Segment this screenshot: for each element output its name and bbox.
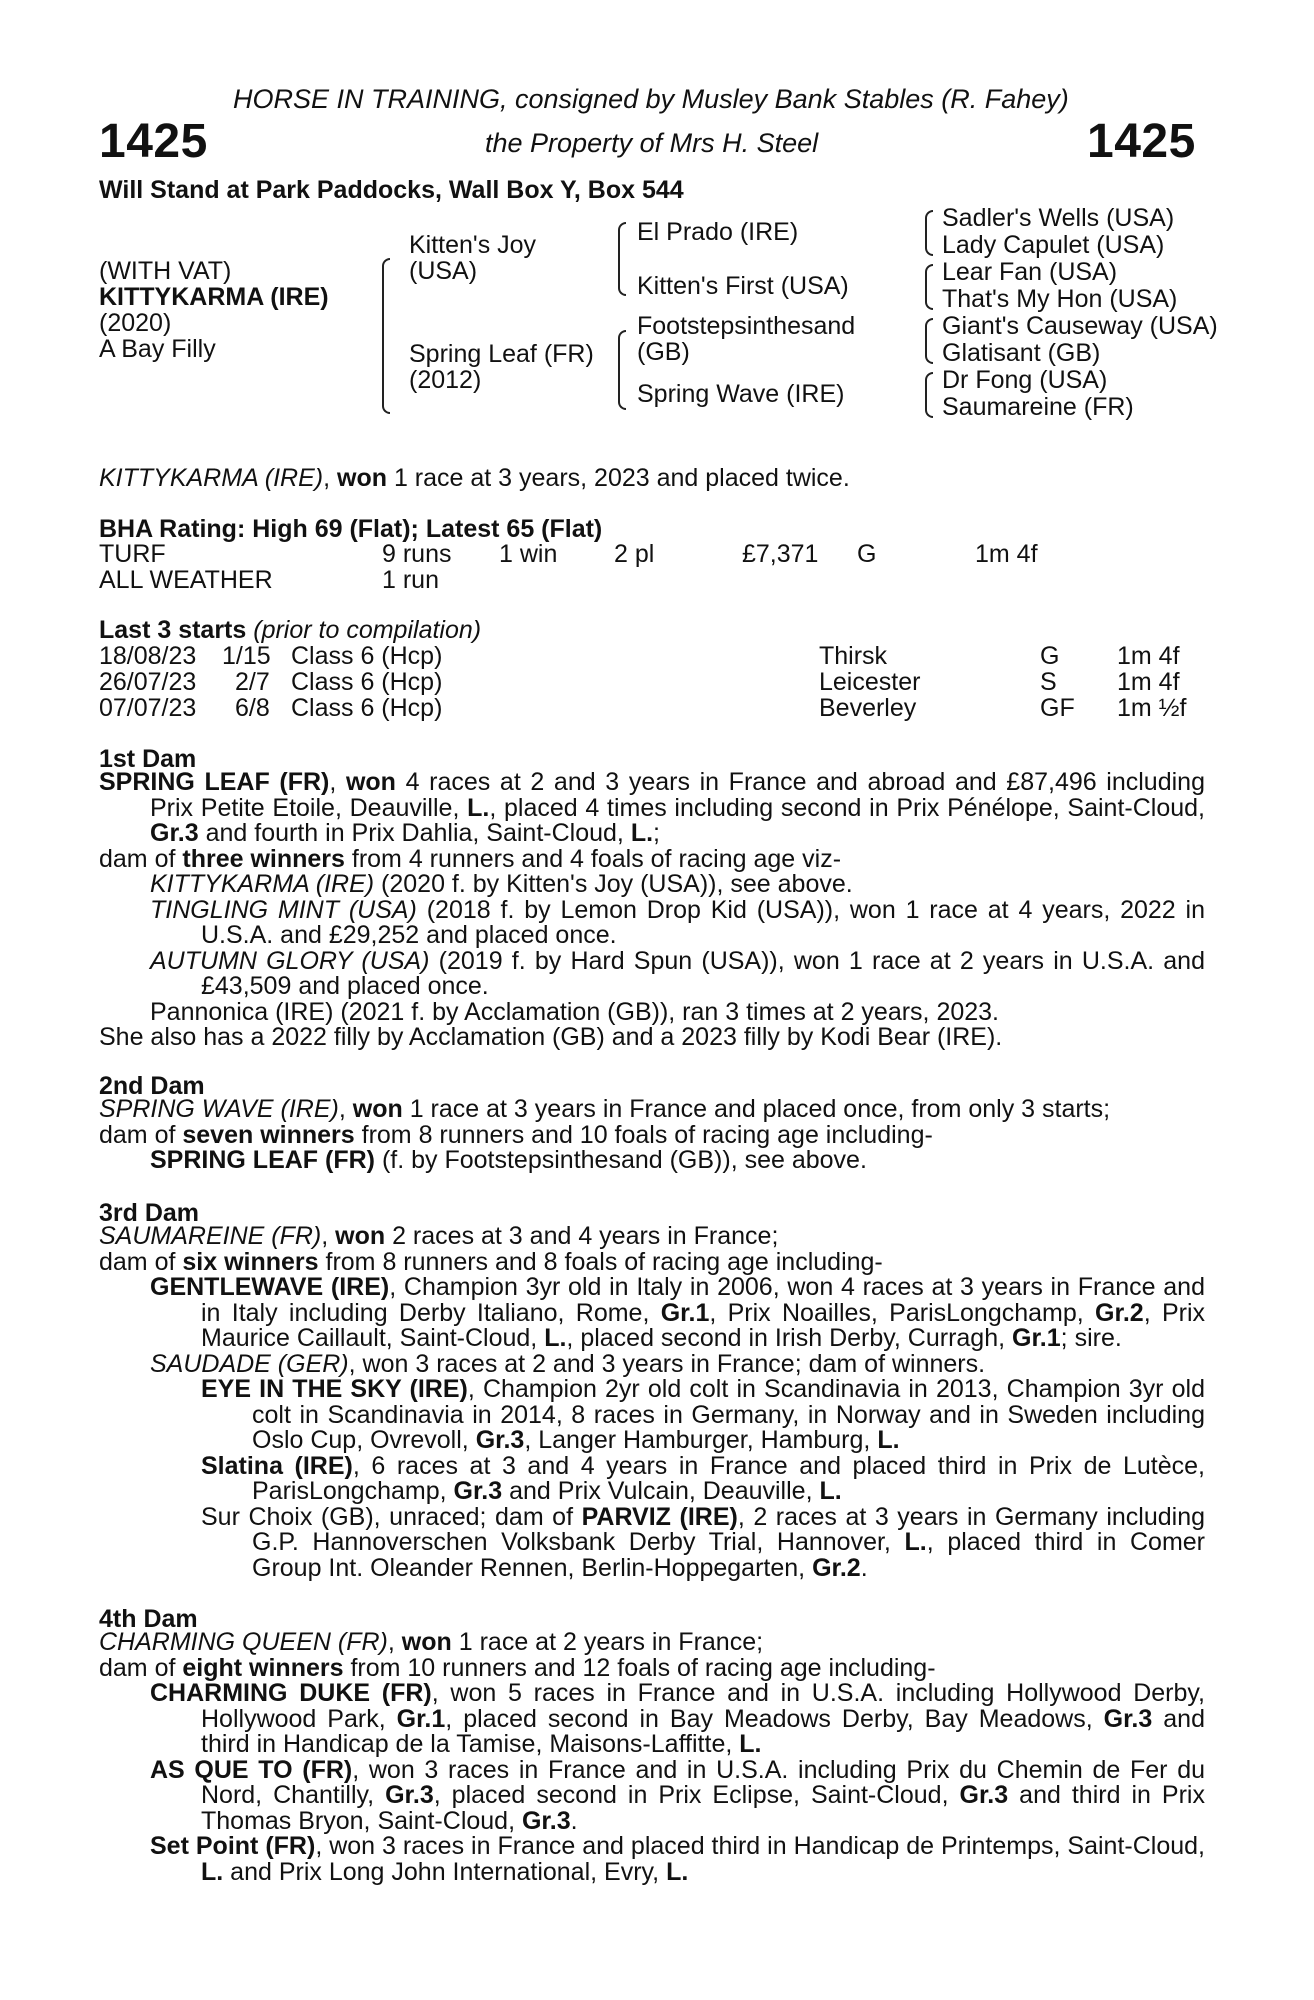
sire-dam: Kitten's First (USA) <box>637 272 849 300</box>
start-3-pos: 6/8 <box>235 694 270 722</box>
start-2-pos: 2/7 <box>235 668 270 696</box>
rating-turf-runs: 9 runs <box>382 540 452 568</box>
great-grandparents <box>942 205 1218 421</box>
start-1-going: G <box>1040 642 1060 670</box>
rating-aw-surface: ALL WEATHER <box>99 566 273 594</box>
start-2-course: Leicester <box>819 668 921 696</box>
rating-aw-runs: 1 run <box>382 566 439 594</box>
pedigree-brace-3c <box>925 318 933 364</box>
rating-turf-dist: 1m 4f <box>975 540 1038 568</box>
summary-rest: 1 race at 3 years, 2023 and placed twice. <box>387 464 850 492</box>
start-1-course: Thirsk <box>819 642 888 670</box>
gg-6: Glatisant (GB) <box>942 339 1101 367</box>
first-dam-heading: 1st Dam <box>99 745 197 773</box>
first-dam-text: SPRING LEAF (FR), won 4 races at 2 and 3 years in France and abroad and £87,496 including Prix Petite Etoile, Deauville, L., placed 4 times including second in Prix Pénélope, Saint-Cloud, Gr.3 and fourth in Prix Dahlia, Saint-Cloud, L.; dam of three winners from 4 runners and 4 foals of racing age viz- KITTYKARMA (IRE) (2020 f. by Kitten's Joy (USA)), see above. TINGLING MINT (USA) (2018 f. by Lemon Drop Kid (USA)), won 1 race at 4 years, 2022 in U.S.A. and £29,252 and placed once. AUTUMN GLORY (USA) (2019 f. by Hard Spun (USA)), won 1 race at 2 years in U.S.A. and £43,509 and placed once. Pannonica (IRE) (2021 f. by Acclamation (GB)), ran 3 times at 2 years, 2023. She also has a 2022 filly by Acclamation (GB) and a 2023 filly by Kodi Bear (IRE). <box>99 768 1206 1051</box>
rating-turf-prize: £7,371 <box>742 540 819 568</box>
gg-2: Lady Capulet (USA) <box>942 231 1165 259</box>
rating-turf-surface: TURF <box>99 540 166 568</box>
sire-origin: (USA) <box>409 257 478 285</box>
start-2-dist: 1m 4f <box>1117 668 1180 696</box>
pedigree-brace-3d <box>925 372 933 418</box>
summary-won: won <box>337 464 387 492</box>
lot-number-right: 1425 <box>1087 115 1196 168</box>
consignment-line: HORSE IN TRAINING, consigned by Musley Bank Stables (R. Fahey) <box>233 84 1069 114</box>
dam-name: Spring Leaf (FR) <box>409 340 594 368</box>
horse-description: A Bay Filly <box>99 335 216 363</box>
fourth-dam-text: CHARMING QUEEN (FR), won 1 race at 2 years in France; dam of eight winners from 10 runners and 12 foals of racing age including- CHARMING DUKE (FR), won 5 races in France and in U.S.A. including Hollywood Derby, Hollywood Park, Gr.1, placed second in Bay Meadows Derby, Bay Meadows, Gr.3 and third in Handicap de la Tamise, Maisons-Laffitte, L. AS QUE TO (FR), won 3 races in France and in U.S.A. including Prix du Chemin de Fer du Nord, Chantilly, Gr.3, placed second in Prix Eclipse, Saint-Cloud, Gr.3 and third in Prix Thomas Bryon, Saint-Cloud, Gr.3. Set Point (FR), won 3 races in France and placed third in Handicap de Printemps, Saint-Cloud, L. and Prix Long John International, Evry, L. <box>99 1628 1205 1886</box>
gg-5: Giant's Causeway (USA) <box>942 312 1218 340</box>
third-dam-text: SAUMAREINE (FR), won 2 races at 3 and 4 years in France; dam of six winners from 8 runners and 8 foals of racing age including- GENTLEWAVE (IRE), Champion 3yr old in Italy in 2006, won 4 races at 3 years in France and in Italy including Derby Italiano, Rome, Gr.1, Prix Noailles, ParisLongchamp, Gr.2, Prix Maurice Caillault, Saint-Cloud, L., placed second in Irish Derby, Curragh, Gr.1; sire. SAUDADE (GER), won 3 races at 2 and 3 years in France; dam of winners. EYE IN THE SKY (IRE), Champion 2yr old colt in Scandinavia in 2013, Champion 3yr old colt in Scandinavia in 2014, 8 races in Germany, in Norway and in Sweden including Oslo Cup, Ovrevoll, Gr.3, Langer Hamburger, Hamburg, L. Slatina (IRE), 6 races at 3 and 4 years in France and placed third in Prix de Lutèce, ParisLongchamp, Gr.3 and Prix Vulcain, Deauville, L. Sur Choix (GB), unraced; dam of PARVIZ (IRE), 2 races at 3 years in Germany including G.P. Hannoverschen Volksbank Derby Trial, Hannover, L., placed third in Comer Group Int. Oleander Rennen, Berlin-Hoppegarten, Gr.2. <box>99 1222 1206 1582</box>
pedigree-brace-2b <box>618 330 626 410</box>
start-3-going: GF <box>1040 694 1075 722</box>
last-starts-heading <box>99 617 481 643</box>
rating-turf-placed: 2 pl <box>614 540 655 568</box>
gg-7: Dr Fong (USA) <box>942 366 1108 394</box>
start-3-dist: 1m ½f <box>1117 694 1187 722</box>
start-1-dist: 1m 4f <box>1117 642 1180 670</box>
start-3-date: 07/07/23 <box>99 694 197 722</box>
horse-year: (2020) <box>99 309 172 337</box>
start-1-date: 18/08/23 <box>99 642 197 670</box>
last-starts-title: Last 3 starts <box>99 616 247 644</box>
pedigree-brace-2a <box>618 222 626 296</box>
last-starts-note: (prior to compilation) <box>253 616 482 644</box>
dam-year: (2012) <box>409 366 482 394</box>
pedigree-brace-3b <box>925 264 933 310</box>
start-2-date: 26/07/23 <box>99 668 197 696</box>
start-2-going: S <box>1040 668 1057 696</box>
third-dam-heading: 3rd Dam <box>99 1199 200 1227</box>
start-1-class: Class 6 (Hcp) <box>291 642 443 670</box>
dam-sire-block <box>637 313 855 365</box>
gg-4: That's My Hon (USA) <box>942 285 1178 313</box>
pedigree-brace-1 <box>382 258 390 414</box>
start-1-pos: 1/15 <box>222 642 271 670</box>
second-dam-text: SPRING WAVE (IRE), won 1 race at 3 years in France and placed once, from only 3 starts; dam of seven winners from 8 runners and 10 foals of racing age including- SPRING LEAF (FR) (f. by Footstepsinthesand (GB)), see above. <box>99 1095 1111 1174</box>
property-line: the Property of Mrs H. Steel <box>485 128 819 158</box>
start-3-class: Class 6 (Hcp) <box>291 694 443 722</box>
dam-sire-origin: (GB) <box>637 338 690 366</box>
horse-block <box>99 258 329 362</box>
dam-block <box>409 341 594 393</box>
lot-number-left: 1425 <box>99 115 208 168</box>
location-line: Will Stand at Park Paddocks, Wall Box Y, Box 544 <box>99 176 684 204</box>
start-2-class: Class 6 (Hcp) <box>291 668 443 696</box>
start-3-course: Beverley <box>819 694 917 722</box>
rating-turf-going: G <box>857 540 877 568</box>
vat-label: (WITH VAT) <box>99 257 232 285</box>
fourth-dam-heading: 4th Dam <box>99 1605 198 1633</box>
gg-8: Saumareine (FR) <box>942 393 1134 421</box>
horse-name: KITTYKARMA (IRE) <box>99 283 329 311</box>
second-dam-heading: 2nd Dam <box>99 1072 205 1100</box>
dam-dam: Spring Wave (IRE) <box>637 380 845 408</box>
sire-sire: El Prado (IRE) <box>637 218 799 246</box>
race-summary: KITTYKARMA (IRE), won 1 race at 3 years, 2023 and placed twice. <box>99 464 850 492</box>
rating-title: BHA Rating: High 69 (Flat); Latest 65 (Flat) <box>99 515 603 543</box>
sire-name: Kitten's Joy <box>409 231 537 259</box>
sire-block <box>409 232 536 284</box>
summary-horse-name: KITTYKARMA (IRE) <box>99 464 324 492</box>
rating-turf-wins: 1 win <box>499 540 558 568</box>
gg-3: Lear Fan (USA) <box>942 258 1118 286</box>
gg-1: Sadler's Wells (USA) <box>942 204 1175 232</box>
dam-sire-name: Footstepsinthesand <box>637 312 856 340</box>
pedigree-brace-3a <box>925 210 933 256</box>
